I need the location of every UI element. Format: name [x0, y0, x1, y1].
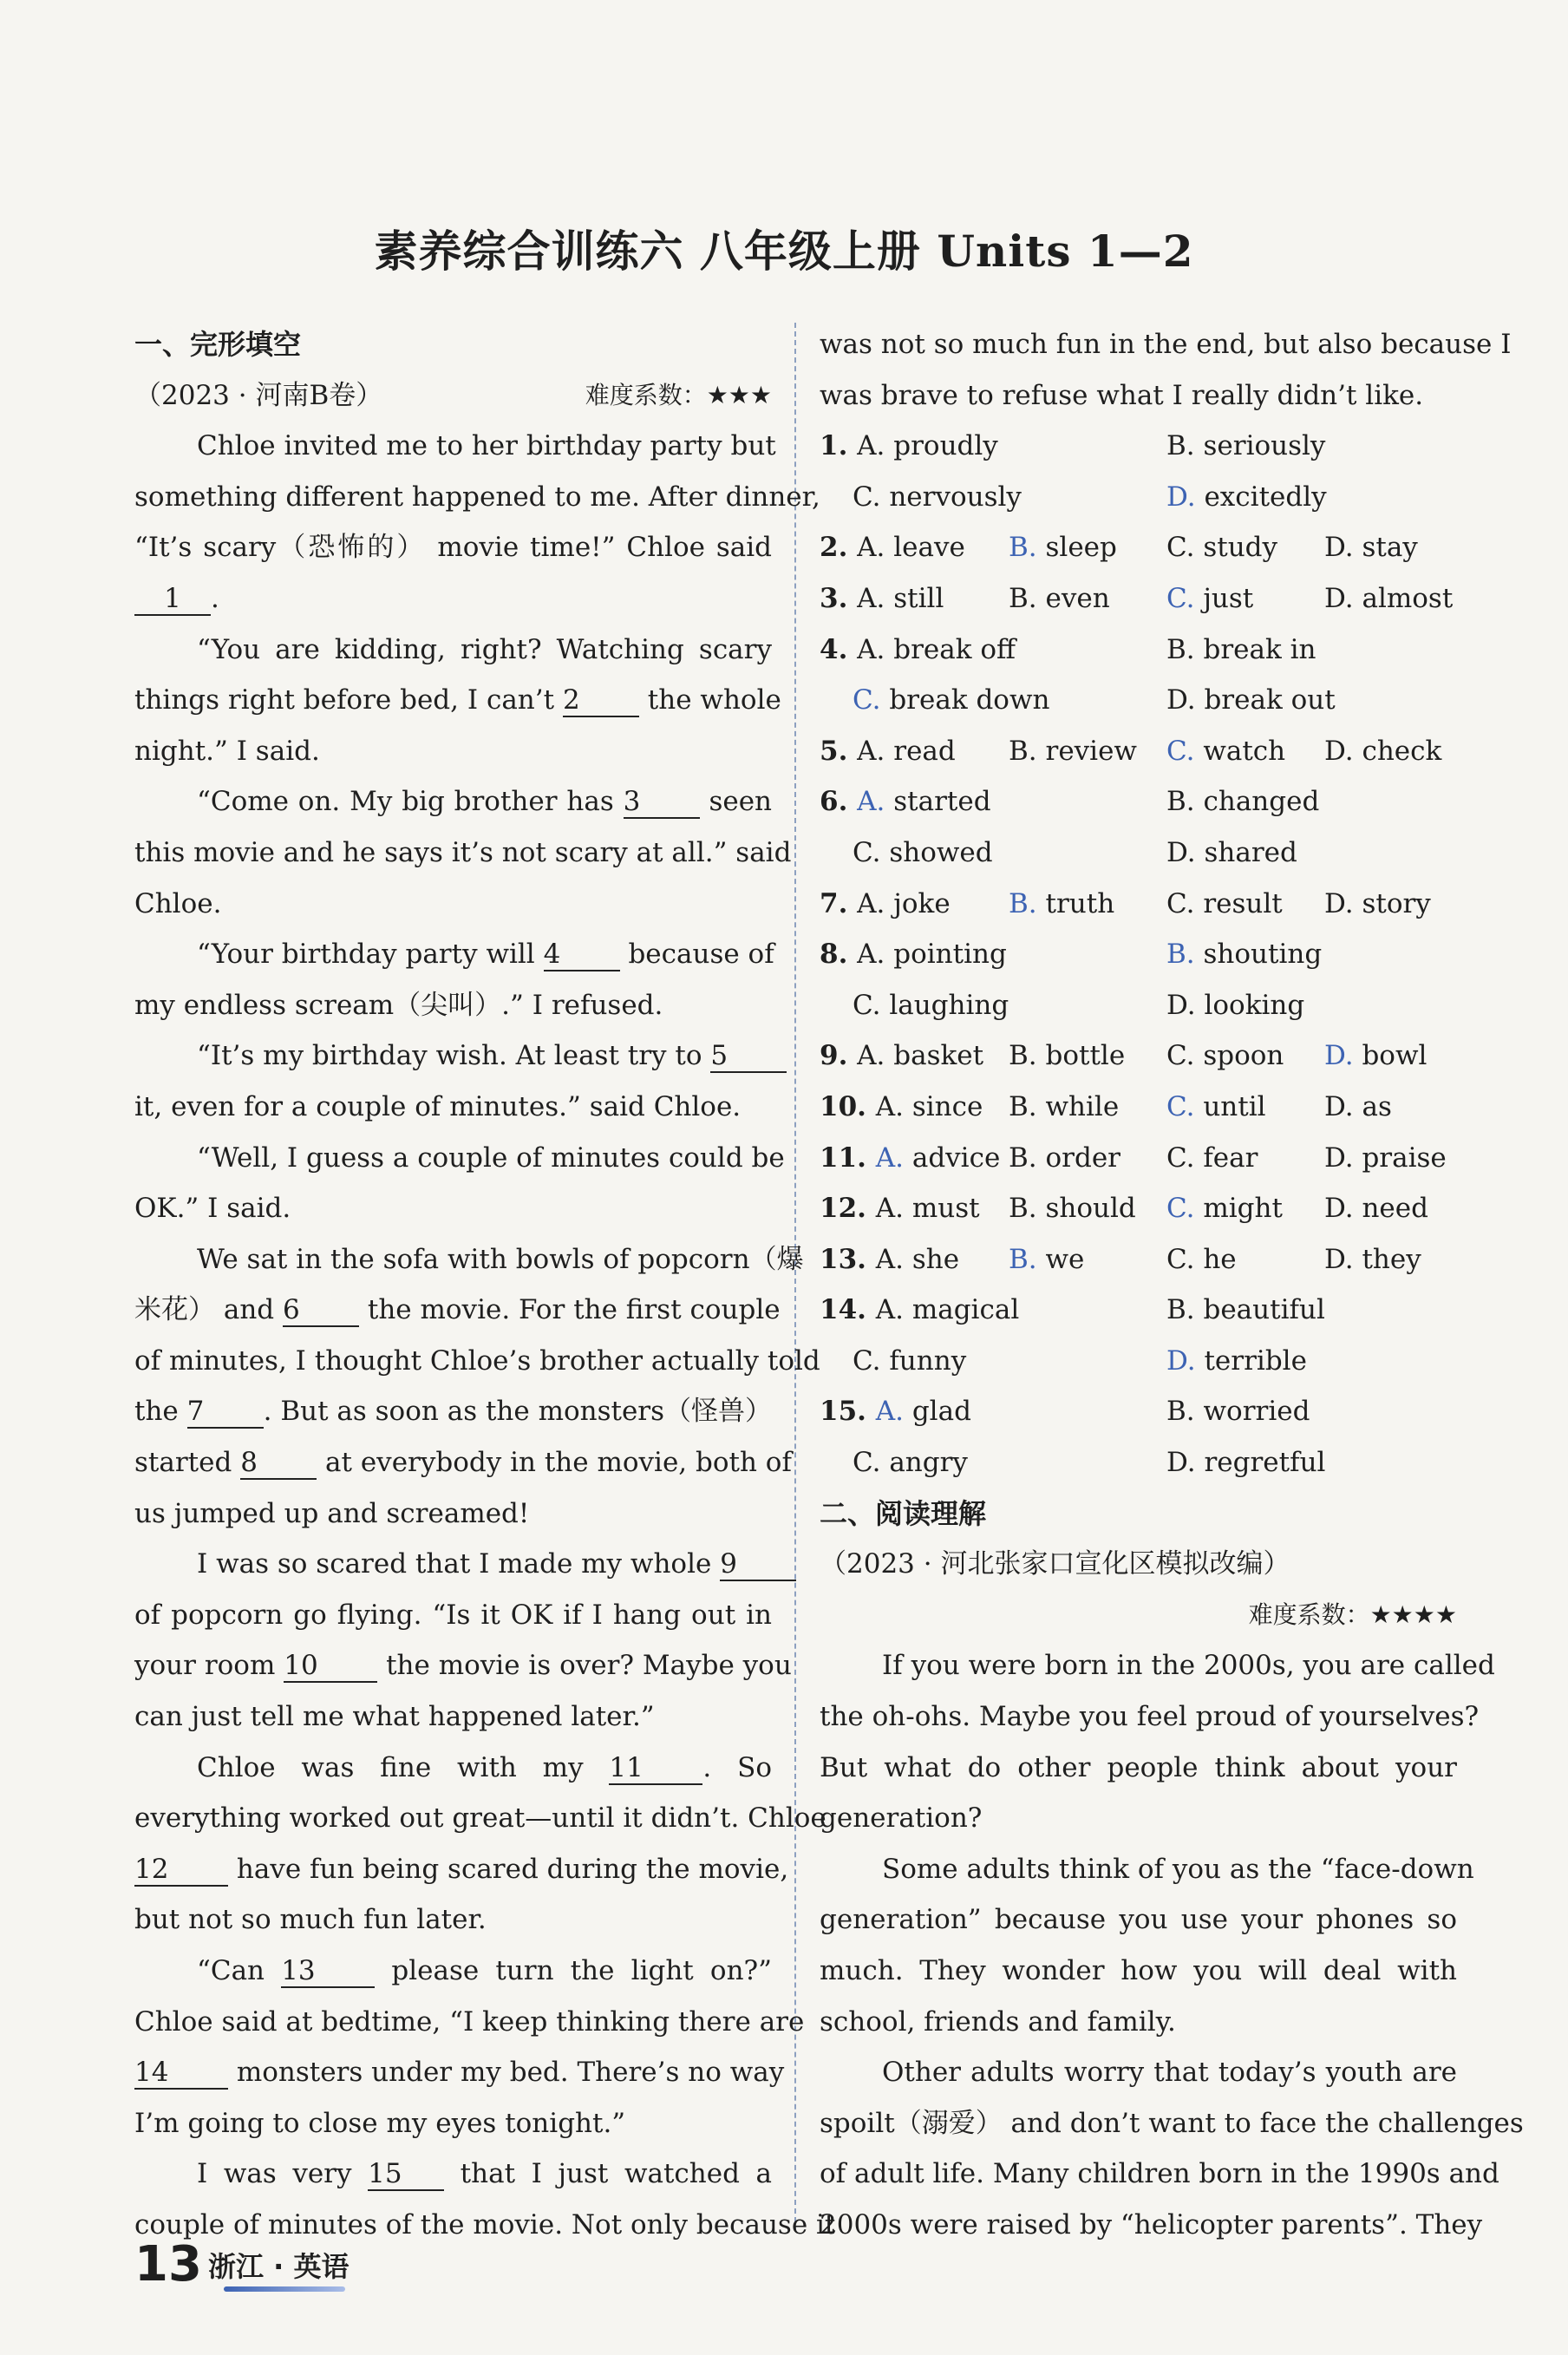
option-letter: B. [1009, 735, 1037, 767]
text-line: 1 . [134, 573, 772, 625]
text-line: “Well, I guess a couple of minutes could be [197, 1142, 785, 1174]
text-line: “Your birthday party will 4 because of [197, 939, 774, 971]
option-a: 5. A. read [820, 735, 956, 767]
option-c: C. showed [853, 836, 993, 868]
option-row [820, 1336, 1457, 1387]
option-row [820, 828, 1457, 879]
option-d: D. praise [1324, 1142, 1447, 1174]
option-letter: B. [1166, 939, 1195, 971]
option-a: 14. A. magical [820, 1294, 1020, 1326]
option-d: D. shared [1166, 836, 1297, 868]
option-a: 11. A. advice [820, 1142, 1001, 1174]
option-d: D. looking [1166, 989, 1305, 1021]
question-number: 2. [820, 532, 858, 564]
source-text: （2023 · 河北张家口宣化区模拟改编） [820, 1548, 1290, 1580]
option-letter: D. [1166, 836, 1196, 868]
option-letter: D. [1324, 735, 1354, 767]
option-row [820, 879, 1457, 930]
option-letter: D. [1166, 481, 1196, 513]
option-letter: C. [1166, 887, 1195, 919]
option-b: B. seriously [1166, 430, 1326, 462]
option-d: D. they [1324, 1243, 1421, 1275]
footer-label: 浙江 · 英语 [208, 2250, 350, 2283]
option-letter: C. [1166, 1090, 1195, 1122]
option-letter: B. [1009, 1090, 1037, 1122]
text-line: us jumped up and screamed! [134, 1497, 530, 1529]
option-b: B. order [1009, 1142, 1120, 1174]
blank-7: 7 [187, 1396, 264, 1429]
option-b: B. while [1009, 1090, 1120, 1122]
section-heading-reading: 二、阅读理解 [820, 1496, 987, 1530]
option-a: 3. A. still [820, 582, 944, 614]
blank-4: 4 [544, 939, 620, 971]
difficulty-rating: 难度系数：★★★★ [1248, 1599, 1457, 1629]
option-d: D. check [1324, 735, 1442, 767]
option-letter: C. [853, 481, 881, 513]
option-c: C. until [1166, 1090, 1266, 1122]
option-letter: C. [1166, 532, 1195, 564]
option-letter: B. [1009, 1193, 1037, 1225]
text-line: If you were born in the 2000s, you are called [882, 1650, 1495, 1682]
text-line: of minutes, I thought Chloe’s brother actually told [134, 1344, 820, 1377]
option-a: 2. A. leave [820, 532, 965, 564]
text-line: I was so scared that I made my whole 9 [134, 1539, 772, 1590]
option-a: 1. A. proudly [820, 430, 998, 462]
text-line: can just tell me what happened later.” [134, 1701, 655, 1733]
option-letter: A. [857, 1040, 885, 1072]
option-a: 7. A. joke [820, 887, 951, 919]
option-letter: D. [1324, 1090, 1354, 1122]
option-row [820, 776, 1457, 828]
option-letter: D. [1324, 1040, 1354, 1072]
option-letter: B. [1166, 430, 1195, 462]
text-line: Other adults worry that today’s youth are [882, 2057, 1457, 2089]
option-letter: B. [1166, 786, 1195, 818]
question-number: 12. [820, 1193, 876, 1225]
source-line [134, 370, 772, 422]
option-letter: C. [853, 1344, 881, 1377]
option-letter: D. [1324, 1142, 1354, 1174]
option-d: D. terrible [1166, 1344, 1307, 1377]
option-row [820, 1082, 1457, 1133]
option-c: C. laughing [853, 989, 1009, 1021]
option-row [820, 573, 1457, 625]
option-letter: D. [1324, 582, 1354, 614]
option-letter: A. [875, 1193, 904, 1225]
text-line: my endless scream（尖叫）.” I refused. [134, 989, 663, 1021]
option-row [820, 726, 1457, 777]
option-row [820, 1285, 1457, 1336]
option-row [820, 675, 1457, 726]
option-row [820, 472, 1457, 523]
text-line: night.” I said. [134, 735, 320, 767]
option-letter: B. [1166, 1294, 1195, 1326]
text-line: things right before bed, I can’t 2 the whole [134, 684, 781, 716]
option-b: B. review [1009, 735, 1137, 767]
option-letter: D. [1324, 1243, 1354, 1275]
text-line: Chloe invited me to her birthday party but [197, 430, 776, 462]
option-c: C. angry [853, 1447, 968, 1479]
question-number: 6. [820, 786, 858, 818]
text-line: everything worked out great—until it didn’t. Chloe [134, 1802, 826, 1835]
option-row [820, 1030, 1457, 1082]
blank-15: 15 [368, 2158, 444, 2191]
right-column [820, 319, 1524, 2251]
text-line: Chloe said at bedtime, “I keep thinking there are [134, 2005, 805, 2038]
blank-9: 9 [720, 1548, 796, 1581]
text-line: much. They wonder how you will deal with [820, 1955, 1457, 1986]
blank-13: 13 [281, 1955, 375, 1988]
text-line: started 8 at everybody in the movie, both of [134, 1447, 792, 1479]
question-number: 10. [820, 1090, 876, 1122]
text-line: “It’s my birthday wish. At least try to 5 [134, 1030, 772, 1082]
question-number: 7. [820, 887, 858, 919]
text-line: We sat in the sofa with bowls of popcorn（爆 [197, 1243, 804, 1275]
blank-11: 11 [609, 1752, 702, 1785]
option-row [820, 625, 1457, 676]
option-letter: B. [1166, 1396, 1195, 1428]
option-row [820, 421, 1457, 472]
question-number: 9. [820, 1040, 858, 1072]
text-line: something different happened to me. After dinner, [134, 481, 820, 513]
option-letter: B. [1166, 633, 1195, 665]
option-letter: A. [857, 430, 885, 462]
option-letter: B. [1009, 1142, 1037, 1174]
text-line: this movie and he says it’s not scary at all.” said [134, 836, 792, 868]
option-letter: A. [857, 633, 885, 665]
option-a: 15. A. glad [820, 1396, 971, 1428]
option-c: C. break down [853, 684, 1050, 716]
option-b: B. shouting [1166, 939, 1323, 971]
option-letter: A. [875, 1243, 904, 1275]
option-row [820, 929, 1457, 980]
options-list [820, 421, 1457, 1488]
option-a: 8. A. pointing [820, 939, 1007, 971]
option-c: C. might [1166, 1193, 1283, 1225]
question-number: 4. [820, 633, 858, 665]
option-letter: D. [1166, 684, 1196, 716]
option-d: D. stay [1324, 532, 1418, 564]
option-row [820, 1386, 1457, 1437]
option-letter: A. [875, 1396, 904, 1428]
option-letter: C. [1166, 1040, 1195, 1072]
option-letter: D. [1166, 1447, 1196, 1479]
option-d: D. bowl [1324, 1040, 1428, 1072]
question-number: 13. [820, 1243, 876, 1275]
option-letter: B. [1009, 582, 1037, 614]
footer-accent-bar [224, 2286, 345, 2292]
option-d: D. regretful [1166, 1447, 1326, 1479]
option-b: B. we [1009, 1243, 1085, 1275]
option-row [820, 522, 1457, 573]
text-line: generation? [820, 1802, 983, 1835]
blank-2: 2 [563, 684, 639, 717]
option-letter: D. [1166, 989, 1196, 1021]
option-row [820, 1183, 1457, 1234]
question-number: 5. [820, 735, 858, 767]
page-number: 13 [134, 2236, 202, 2293]
text-line: “Can 13 please turn the light on?” [197, 1955, 773, 1986]
text-line: Chloe was fine with my 11 . So [197, 1751, 772, 1783]
text-line: 米花） and 6 the movie. For the first couple [134, 1294, 781, 1326]
option-letter: A. [875, 1294, 904, 1326]
text-line: it, even for a couple of minutes.” said Chloe. [134, 1090, 742, 1122]
text-line: “Come on. My big brother has 3 seen [197, 786, 773, 818]
question-number: 11. [820, 1142, 876, 1174]
option-b: B. even [1009, 582, 1110, 614]
question-number: 3. [820, 582, 858, 614]
option-letter: C. [853, 684, 881, 716]
blank-3: 3 [624, 786, 700, 819]
text-line: was brave to refuse what I really didn’t like. [820, 379, 1424, 411]
option-a: 13. A. she [820, 1243, 960, 1275]
section-heading-cloze: 一、完形填空 [134, 328, 302, 361]
option-letter: A. [875, 1142, 904, 1174]
text-line: your room 10 the movie is over? Maybe you [134, 1650, 792, 1682]
text-line: Some adults think of you as the “face-down [882, 1853, 1474, 1885]
option-d: D. story [1324, 887, 1431, 919]
option-letter: D. [1324, 887, 1354, 919]
option-row [820, 980, 1457, 1031]
option-letter: A. [857, 786, 885, 818]
option-letter: C. [1166, 735, 1195, 767]
text-line: OK.” I said. [134, 1193, 291, 1225]
option-a: 9. A. basket [820, 1040, 984, 1072]
text-line: was not so much fun in the end, but also because I [820, 329, 1512, 360]
option-letter: B. [1009, 1040, 1037, 1072]
option-letter: A. [857, 532, 885, 564]
text-line: of popcorn go flying. “Is it OK if I hang out in [134, 1599, 772, 1631]
option-c: C. study [1166, 532, 1278, 564]
option-c: C. just [1166, 582, 1254, 614]
option-b: B. should [1009, 1193, 1136, 1225]
option-c: C. spoon [1166, 1040, 1284, 1072]
text-line: of adult life. Many children born in the 1990s and [820, 2158, 1499, 2190]
text-line: “You are kidding, right? Watching scary [197, 633, 772, 665]
blank-6: 6 [283, 1294, 359, 1327]
option-b: B. break in [1166, 633, 1316, 665]
blank-14: 14 [134, 2057, 228, 2090]
text-line: generation” because you use your phones so [820, 1904, 1457, 1936]
question-number: 1. [820, 430, 858, 462]
option-letter: B. [1009, 1243, 1037, 1275]
question-number: 15. [820, 1396, 876, 1428]
option-row [820, 1133, 1457, 1184]
option-a: 12. A. must [820, 1193, 980, 1225]
text-line: Chloe. [134, 887, 222, 919]
option-c: C. result [1166, 887, 1283, 919]
text-line: school, friends and family. [820, 2005, 1176, 2038]
option-b: B. sleep [1009, 532, 1117, 564]
question-number: 14. [820, 1294, 876, 1326]
text-line: “It’s scary（恐怖的） movie time!” Chloe said [134, 532, 772, 564]
option-c: C. watch [1166, 735, 1286, 767]
option-row [820, 1234, 1457, 1285]
option-letter: D. [1166, 1344, 1196, 1377]
text-line: I was very 15 that I just watched a [197, 2158, 772, 2190]
blank-5: 5 [710, 1040, 787, 1073]
option-letter: A. [857, 582, 885, 614]
option-b: B. beautiful [1166, 1294, 1325, 1326]
option-b: B. bottle [1009, 1040, 1126, 1072]
option-letter: C. [1166, 582, 1195, 614]
option-d: D. break out [1166, 684, 1336, 716]
text-line: 12 have fun being scared during the movie, [134, 1853, 789, 1885]
option-letter: D. [1324, 532, 1354, 564]
option-a: 10. A. since [820, 1090, 983, 1122]
option-letter: A. [857, 735, 885, 767]
option-d: D. almost [1324, 582, 1454, 614]
blank-1: 1 [134, 583, 211, 616]
option-c: C. funny [853, 1344, 967, 1377]
blank-12: 12 [134, 1854, 228, 1887]
difficulty-rating: 难度系数：★★★ [585, 380, 772, 409]
text-line: 2000s were raised by “helicopter parents”. They [820, 2208, 1483, 2241]
option-d: D. excitedly [1166, 481, 1327, 513]
question-number: 8. [820, 939, 858, 971]
text-line: the oh-ohs. Maybe you feel proud of yourselves? [820, 1701, 1480, 1733]
option-letter: C. [1166, 1243, 1195, 1275]
option-letter: A. [857, 887, 885, 919]
option-c: C. nervously [853, 481, 1022, 513]
option-c: C. he [1166, 1243, 1237, 1275]
option-row [820, 1437, 1457, 1488]
option-letter: B. [1009, 532, 1037, 564]
option-b: B. truth [1009, 887, 1115, 919]
option-letter: C. [853, 989, 881, 1021]
option-d: D. need [1324, 1193, 1428, 1225]
option-b: B. changed [1166, 786, 1320, 818]
option-letter: C. [1166, 1193, 1195, 1225]
option-letter: B. [1009, 887, 1037, 919]
option-c: C. fear [1166, 1142, 1258, 1174]
option-a: 6. A. started [820, 786, 991, 818]
option-letter: A. [857, 939, 885, 971]
text-line: spoilt（溺爱） and don’t want to face the challenges [820, 2107, 1524, 2139]
text-line: but not so much fun later. [134, 1904, 487, 1936]
text-line: couple of minutes of the movie. Not only because it [134, 2208, 836, 2241]
text-line: But what do other people think about your [820, 1751, 1457, 1783]
text-line: the 7 . But as soon as the monsters（怪兽） [134, 1396, 773, 1428]
page-title: 素养综合训练六 八年级上册 Units 1—2 [374, 226, 1194, 277]
option-letter: C. [1166, 1142, 1195, 1174]
left-column [134, 319, 836, 2251]
blank-10: 10 [284, 1650, 377, 1683]
option-letter: D. [1324, 1193, 1354, 1225]
option-a: 4. A. break off [820, 633, 1016, 665]
option-d: D. as [1324, 1090, 1392, 1122]
option-letter: C. [853, 836, 881, 868]
blank-8: 8 [240, 1447, 317, 1480]
option-letter: A. [875, 1090, 904, 1122]
option-letter: C. [853, 1447, 881, 1479]
text-line: 14 monsters under my bed. There’s no way [134, 2057, 785, 2089]
source-text: （2023 · 河南B卷） [134, 379, 383, 411]
text-line: I’m going to close my eyes tonight.” [134, 2107, 626, 2139]
option-b: B. worried [1166, 1396, 1310, 1428]
